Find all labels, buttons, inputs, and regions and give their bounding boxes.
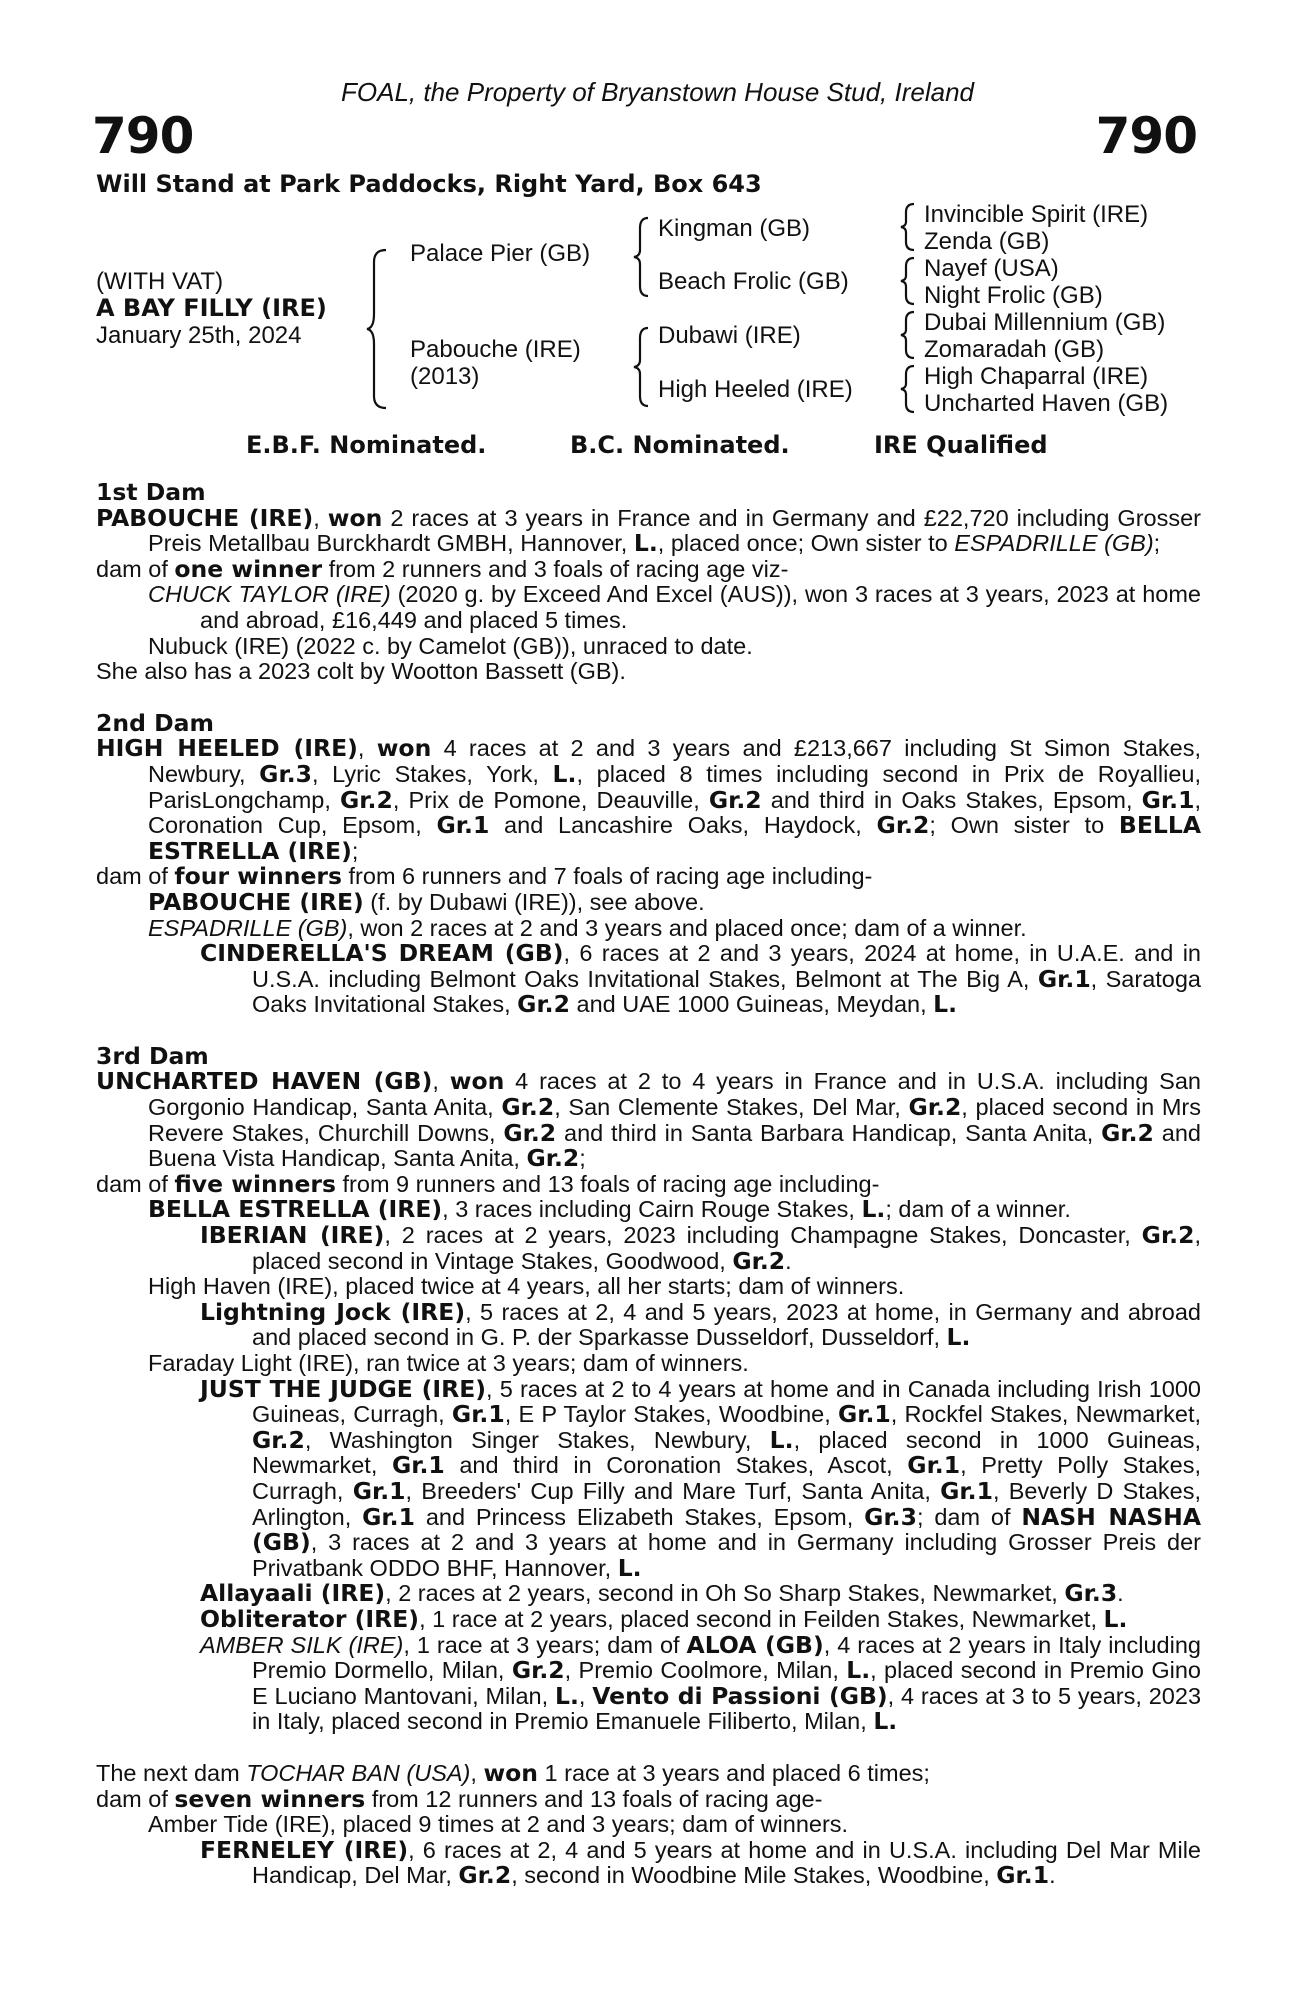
third-dam-produce-1-offspring: IBERIAN (IRE), 2 races at 2 years, 2023 including Champagne Stakes, Doncaster, Gr.2, placed second in Vintage Stakes, Goodwood, Gr.2. xyxy=(200,1221,1201,1275)
sire-sire: Kingman (GB) xyxy=(658,215,811,242)
first-dam-produce-2: Nubuck (IRE) (2022 c. by Camelot (GB)), unraced to date. xyxy=(148,632,753,659)
pedigree-brace-g3 xyxy=(898,310,918,360)
third-dam-produce-2: High Haven (IRE), placed twice at 4 years, all her starts; dam of winners. xyxy=(148,1273,905,1300)
vat-label: (WITH VAT) xyxy=(96,268,224,295)
pedigree-brace-dam xyxy=(632,326,652,408)
pedigree-brace-main xyxy=(366,248,390,410)
second-dam-record: HIGH HEELED (IRE), won 4 races at 2 and 3 years and £213,667 including St Simon Stakes, Newbury, Gr.3, Lyric Stakes, York, L., placed 8 times including second in Prix de Royallieu, ParisLongchamp, Gr.2, Prix de Pomone, Deauville, Gr.2 and third in Oaks Stakes, Epsom, Gr.1, Coronation Cup, Epsom, Gr.1 and Lancashire Oaks, Haydock, Gr.2; Own sister to BELLA ESTRELLA (IRE); xyxy=(96,734,1202,865)
first-dam-record: PABOUCHE (IRE), won 2 races at 3 years in France and in Germany and £22,720 including Grosser Preis Metallbau Burckhardt GMBH, Hannover, L., placed once; Own sister to ESPADRILLE (GB); xyxy=(96,503,1201,558)
page-subtitle: FOAL, the Property of Bryanstown House Stud, Ireland xyxy=(341,77,974,107)
bc-nominated: B.C. Nominated. xyxy=(570,431,790,459)
pedigree-g3-6: Zomaradah (GB) xyxy=(924,336,1105,363)
first-dam-produce-summary: dam of one winner from 2 runners and 3 foals of racing age viz- xyxy=(96,554,789,583)
third-dam-produce-summary: dam of five winners from 9 runners and 13 foals of racing age including- xyxy=(96,1169,880,1198)
pedigree-g3-8: Uncharted Haven (GB) xyxy=(924,390,1169,417)
pedigree-brace-g4 xyxy=(898,364,918,414)
first-dam-produce-1: CHUCK TAYLOR (IRE) (2020 g. by Exceed And Excel (AUS)), won 3 races at 3 years, 2023 at home and abroad, £16,449 and placed 5 times. xyxy=(148,581,1201,633)
pedigree-g3-7: High Chaparral (IRE) xyxy=(924,363,1149,390)
pedigree-brace-g1 xyxy=(898,202,918,252)
third-dam-produce-3: Faraday Light (IRE), ran twice at 3 years; dam of winners. xyxy=(148,1350,749,1376)
pedigree-brace-g2 xyxy=(898,256,918,306)
third-dam-produce-3-offspring-3: Obliterator (IRE), 1 race at 2 years, placed second in Feilden Stakes, Newmarket, L. xyxy=(200,1604,1128,1633)
pedigree-g3-5: Dubai Millennium (GB) xyxy=(924,309,1166,336)
lot-number-right: 790 xyxy=(1095,107,1197,165)
third-dam-produce-2-offspring: Lightning Jock (IRE), 5 races at 2, 4 and 5 years, 2023 at home, in Germany and abroad and placed second in G. P. der Sparkasse Dusseldorf, Dusseldorf, L. xyxy=(200,1297,1201,1352)
pedigree-g3-3: Nayef (USA) xyxy=(924,255,1059,282)
second-dam-name: HIGH HEELED (IRE) xyxy=(96,734,358,763)
ire-qualified: IRE Qualified xyxy=(874,431,1048,459)
horse-name: A BAY FILLY (IRE) xyxy=(96,294,327,322)
first-dam-name: PABOUCHE (IRE) xyxy=(96,503,314,532)
lot-number-left: 790 xyxy=(92,107,194,165)
third-dam-produce-1: BELLA ESTRELLA (IRE), 3 races including Cairn Rouge Stakes, L.; dam of a winner. xyxy=(148,1195,1071,1224)
pedigree-g3-4: Night Frolic (GB) xyxy=(924,282,1103,309)
dam-dam: High Heeled (IRE) xyxy=(658,376,853,403)
foaling-date: January 25th, 2024 xyxy=(96,322,302,349)
second-dam-produce-2-offspring: CINDERELLA'S DREAM (GB), 6 races at 2 and 3 years, 2024 at home, in U.A.E. and in U.S.A. including Belmont Oaks Invitational Stakes, Belmont at The Big A, Gr.1, Saratoga Oaks Invitational Stakes, Gr.2 and UAE 1000 Guineas, Meydan, L. xyxy=(200,939,1202,1019)
third-dam-produce-3-offspring-2: Allayaali (IRE), 2 races at 2 years, second in Oh So Sharp Stakes, Newmarket, Gr.3. xyxy=(200,1579,1124,1608)
first-dam-heading: 1st Dam xyxy=(96,478,206,506)
pedigree-g3-2: Zenda (GB) xyxy=(924,228,1050,255)
third-dam-produce-3-offspring-4: AMBER SILK (IRE), 1 race at 3 years; dam of ALOA (GB), 4 races at 2 years in Italy including Premio Dormello, Milan, Gr.2, Premio Coolmore, Milan, L., placed second in Premio Gino E Luciano Mantovani, Milan, L., Vento di Passioni (GB), 4 races at 3 to 5 years, 2023 in Italy, placed second in Premio Emanuele Filiberto, Milan, L. xyxy=(200,1630,1202,1736)
sire-dam: Beach Frolic (GB) xyxy=(658,268,849,295)
dam-line-details xyxy=(96,480,1201,1889)
third-dam-produce-3-offspring-1: JUST THE JUDGE (IRE), 5 races at 2 to 4 years at home and in Canada including Irish 1000 Guineas, Curragh, Gr.1, E P Taylor Stakes, Woodbine, Gr.1, Rockfel Stakes, Newmarket, Gr.2, Washington Singer Stakes, Newbury, L., placed second in 1000 Guineas, Newmarket, Gr.1 and third in Coronation Stakes, Ascot, Gr.1, Pretty Polly Stakes, Curragh, Gr.1, Breeders' Cup Filly and Mare Turf, Santa Anita, Gr.1, Beverly D Stakes, Arlington, Gr.1 and Princess Elizabeth Stakes, Epsom, Gr.3; dam of NASH NASHA (GB), 3 races at 2 and 3 years at home and in Germany including Grosser Preis der Privatbank ODDO BHF, Hannover, L. xyxy=(200,1374,1202,1582)
sire-name: Palace Pier (GB) xyxy=(410,240,591,267)
next-dam-produce-1-offspring: FERNELEY (IRE), 6 races at 2, 4 and 5 years at home and in U.S.A. including Del Mar Mile Handicap, Del Mar, Gr.2, second in Woodbine Mile Stakes, Woodbine, Gr.1. xyxy=(200,1835,1201,1890)
pedigree-g3-1: Invincible Spirit (IRE) xyxy=(924,201,1149,228)
second-dam-heading: 2nd Dam xyxy=(96,708,214,737)
third-dam-heading: 3rd Dam xyxy=(96,1041,209,1070)
second-dam-produce-2: ESPADRILLE (GB), won 2 races at 2 and 3 years and placed once; dam of a winner. xyxy=(148,914,1027,941)
dam-year: (2013) xyxy=(410,363,480,390)
next-dam-produce-1: Amber Tide (IRE), placed 9 times at 2 and 3 years; dam of winners. xyxy=(148,1811,849,1838)
dam-name: Pabouche (IRE) xyxy=(410,336,581,363)
dam-sire: Dubawi (IRE) xyxy=(658,322,801,349)
third-dam-record: UNCHARTED HAVEN (GB), won 4 races at 2 to 4 years in France and in U.S.A. including San Gorgonio Handicap, Santa Anita, Gr.2, San Clemente Stakes, Del Mar, Gr.2, placed second in Mrs Revere Stakes, Churchill Downs, Gr.2 and third in Santa Barbara Handicap, Santa Anita, Gr.2 and Buena Vista Handicap, Santa Anita, Gr.2; xyxy=(96,1067,1201,1173)
first-dam-also: She also has a 2023 colt by Wootton Bassett (GB). xyxy=(96,658,626,685)
second-dam-produce-1: PABOUCHE (IRE) (f. by Dubawi (IRE)), see above. xyxy=(148,887,705,916)
next-dam-produce-summary: dam of seven winners from 12 runners and 13 foals of racing age- xyxy=(96,1784,823,1813)
next-dam-record: The next dam TOCHAR BAN (USA), won 1 race at 3 years and placed 6 times; xyxy=(96,1758,930,1787)
stand-location: Will Stand at Park Paddocks, Right Yard, Box 643 xyxy=(96,170,762,198)
third-dam-name: UNCHARTED HAVEN (GB) xyxy=(96,1067,433,1096)
pedigree-brace-sire xyxy=(632,216,652,298)
ebf-nominated: E.B.F. Nominated. xyxy=(246,431,487,459)
second-dam-produce-summary: dam of four winners from 6 runners and 7 foals of racing age including- xyxy=(96,862,873,891)
